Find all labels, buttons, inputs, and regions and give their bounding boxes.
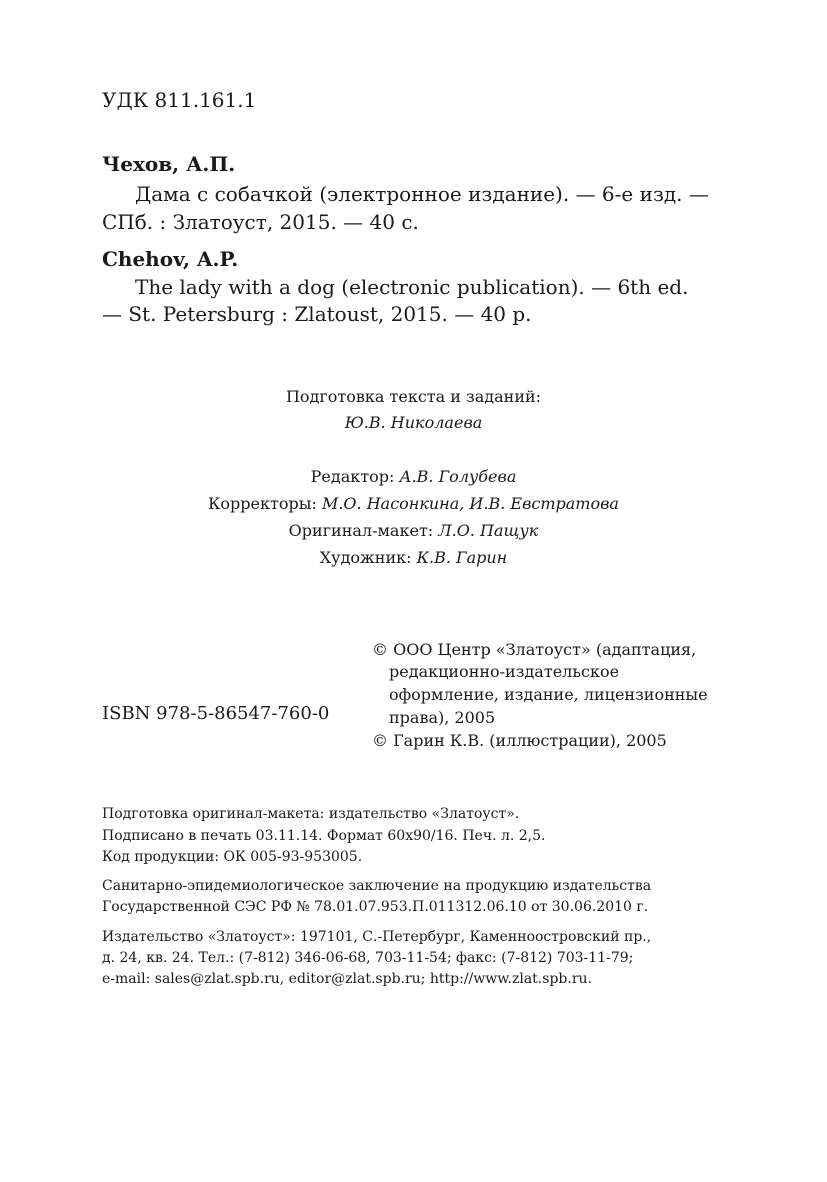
credit-editor [0, 467, 827, 486]
imprint-line: Государственной СЭС РФ № 78.01.07.953.П.011312.06.10 от 30.06.2010 г. [102, 899, 649, 915]
credit-name: М.О. Насонкина, И.В. Евстратова [321, 494, 619, 513]
imprint-line: д. 24, кв. 24. Тел.: (7-812) 346-06-68, 703-11-54; факс: (7-812) 703-11-79; [102, 950, 634, 966]
imprint-line: Подготовка оригинал-макета: издательство «Златоуст». [102, 806, 520, 822]
credit-label: Художник: [319, 548, 412, 567]
imprint-line: Санитарно-эпидемиологическое заключение на продукцию издательства [102, 878, 652, 894]
prep-name: Ю.В. Николаева [344, 413, 483, 432]
title-line-en: The lady with a dog (electronic publication). — 6th ed. [135, 275, 689, 299]
publisher-line-ru: СПб. : Златоуст, 2015. — 40 с. [102, 210, 419, 234]
credit-name: А.В. Голубева [399, 467, 517, 486]
credit-artist [0, 548, 827, 567]
credit-name: К.В. Гарин [416, 548, 508, 567]
imprint-line: e-mail: sales@zlat.spb.ru, editor@zlat.spb.ru; http://www.zlat.spb.ru. [102, 971, 592, 987]
author-ru: Чехов, А.П. [102, 152, 236, 176]
isbn: ISBN 978-5-86547-760-0 [102, 703, 330, 724]
credit-name: Л.О. Пащук [438, 521, 539, 540]
imprint-line: Издательство «Златоуст»: 197101, С.-Петербург, Каменноостровский пр., [102, 929, 652, 945]
copyright-line: оформление, издание, лицензионные [389, 685, 708, 704]
credit-label: Оригинал-макет: [288, 521, 434, 540]
author-en: Chehov, A.P. [102, 247, 239, 271]
imprint-line: Подписано в печать 03.11.14. Формат 60x90/16. Печ. л. 2,5. [102, 828, 546, 844]
prep-label: Подготовка текста и заданий: [285, 387, 542, 406]
credit-layout [0, 521, 827, 540]
imprint-line: Код продукции: ОК 005-93-953005. [102, 849, 363, 865]
copyright-line: © Гарин К.В. (иллюстрации), 2005 [372, 731, 667, 750]
credit-label: Редактор: [310, 467, 395, 486]
title-line-ru: Дама с собачкой (электронное издание). — 6-е изд. — [135, 182, 709, 206]
copyright-line: права), 2005 [389, 708, 496, 727]
credit-proofreaders [0, 494, 827, 513]
credit-label: Корректоры: [208, 494, 317, 513]
publisher-line-en: — St. Petersburg : Zlatoust, 2015. — 40 p. [102, 302, 532, 326]
udk-code: УДК 811.161.1 [102, 88, 257, 112]
copyright-line: редакционно-издательское [389, 662, 620, 681]
copyright-line: © ООО Центр «Златоуст» (адаптация, [372, 640, 697, 659]
